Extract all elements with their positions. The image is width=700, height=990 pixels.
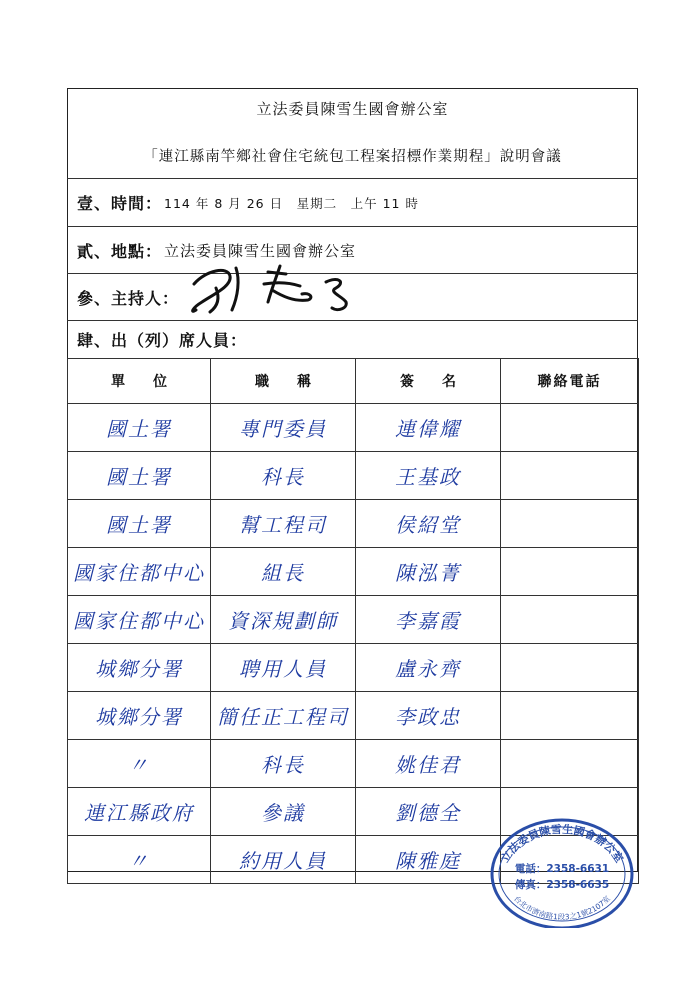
table-row <box>68 500 639 548</box>
header-title: 職稱 <box>211 359 356 404</box>
cell-signature: 王基政 <box>356 452 501 500</box>
table-row <box>68 548 639 596</box>
cell-title: 幫工程司 <box>211 500 356 548</box>
cell-title: 約用人員 <box>211 836 356 884</box>
attendees-label: 肆、出（列）席人員： <box>77 331 248 350</box>
cell-unit: 國土署 <box>68 452 211 500</box>
cell-title: 簡任正工程司 <box>211 692 356 740</box>
cell-phone <box>501 452 639 500</box>
cell-signature: 陳雅庭 <box>356 836 501 884</box>
attendees-table <box>67 358 639 884</box>
header-phone: 聯絡電話 <box>501 359 639 404</box>
cell-signature: 陳泓菁 <box>356 548 501 596</box>
cell-signature: 劉德全 <box>356 788 501 836</box>
stamp-fax: 傳真：2358-6635 <box>514 879 610 891</box>
cell-unit: 國家住都中心 <box>68 548 211 596</box>
cell-signature: 連偉耀 <box>356 404 501 452</box>
table-header-row <box>68 359 639 404</box>
header-signature: 簽名 <box>356 359 501 404</box>
cell-unit: 〃 <box>68 836 211 884</box>
cell-title: 組長 <box>211 548 356 596</box>
cell-phone <box>501 692 639 740</box>
cell-signature: 李政忠 <box>356 692 501 740</box>
time-label: 壹、時間： <box>77 194 163 213</box>
cell-phone <box>501 404 639 452</box>
cell-title: 資深規劃師 <box>211 596 356 644</box>
table-row <box>68 404 639 452</box>
host-signature <box>176 262 366 318</box>
cell-unit: 城鄉分署 <box>68 692 211 740</box>
place-label: 貳、地點： <box>77 242 163 261</box>
table-row <box>68 644 639 692</box>
time-value: 114 年 8 月 26 日 星期二 上午 11 時 <box>164 195 419 211</box>
cell-signature: 李嘉霞 <box>356 596 501 644</box>
cell-title: 參議 <box>211 788 356 836</box>
cell-signature: 盧永齊 <box>356 644 501 692</box>
meeting-title: 「連江縣南竿鄉社會住宅統包工程案招標作業期程」說明會議 <box>143 149 562 165</box>
meeting-time-row <box>67 178 638 226</box>
table-row <box>68 692 639 740</box>
cell-unit: 連江縣政府 <box>68 788 211 836</box>
cell-phone <box>501 548 639 596</box>
cell-title: 科長 <box>211 452 356 500</box>
table-row <box>68 452 639 500</box>
cell-unit: 國土署 <box>68 500 211 548</box>
cell-phone <box>501 500 639 548</box>
place-value: 立法委員陳雪生國會辦公室 <box>164 242 357 260</box>
header-unit: 單位 <box>68 359 211 404</box>
cell-unit: 國家住都中心 <box>68 596 211 644</box>
cell-phone <box>501 596 639 644</box>
cell-signature: 姚佳君 <box>356 740 501 788</box>
cell-unit: 國土署 <box>68 404 211 452</box>
stamp-address: 台北市濟南路1段3之1號2107室 <box>512 894 612 922</box>
office-stamp <box>487 812 637 928</box>
cell-signature: 侯紹堂 <box>356 500 501 548</box>
cell-title: 專門委員 <box>211 404 356 452</box>
cell-unit: 城鄉分署 <box>68 644 211 692</box>
stamp-office-name: 立法委員陳雪生國會辦公室 <box>498 822 626 865</box>
attendees-row <box>67 320 638 358</box>
cell-phone <box>501 644 639 692</box>
cell-unit: 〃 <box>68 740 211 788</box>
host-label: 參、主持人： <box>77 289 180 308</box>
cell-title: 聘用人員 <box>211 644 356 692</box>
table-row <box>68 596 639 644</box>
cell-phone <box>501 740 639 788</box>
office-title: 立法委員陳雪生國會辦公室 <box>256 100 449 118</box>
stamp-phone: 電話：2358-6631 <box>514 863 610 875</box>
table-row <box>68 740 639 788</box>
cell-title: 科長 <box>211 740 356 788</box>
